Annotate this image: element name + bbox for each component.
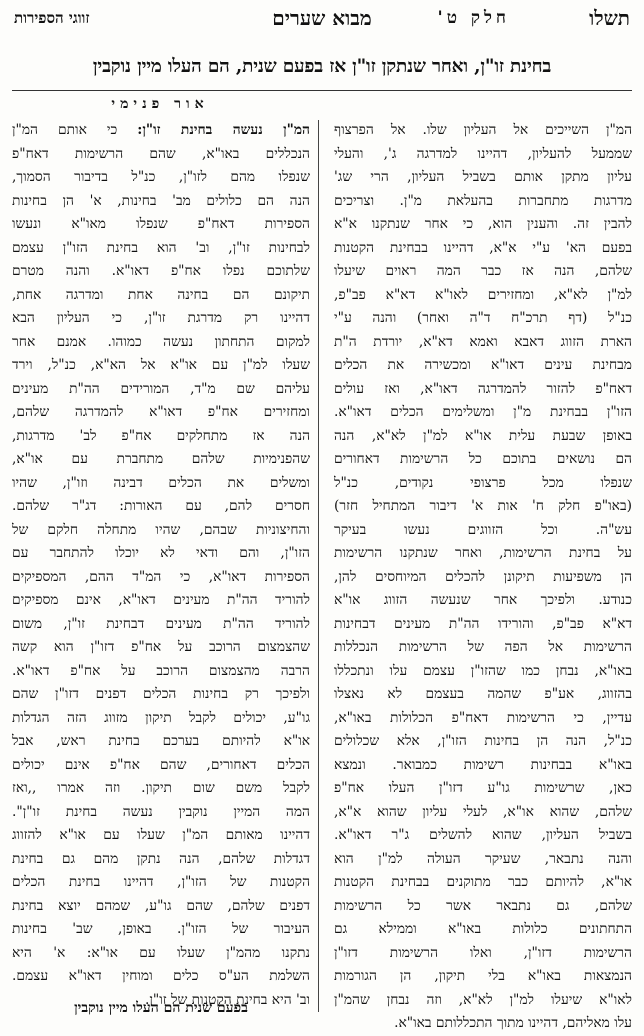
section-title: זווגי הספירות — [14, 9, 90, 27]
text-line: לאו"א שיעלו למ"ן לא"א, וזה נבחן שהמ"ן — [334, 991, 632, 1008]
text-line: הרשימות דזו"ן, ואלו הרשימות דזו"ן — [334, 944, 632, 961]
text-line: באו"א, נבחן כמו שהזו"ן עצמם עלו ונתכללו — [334, 662, 632, 679]
text-line: שלהם, גם נתבאר אשר כל הרשימות — [334, 897, 632, 914]
text-line: או"א, להיותם כבר מתוקנים בבחינת הקטנות — [334, 874, 632, 890]
text-line: שממעל להעליון, דהיינו למדרגה ג', והעלי — [334, 145, 632, 162]
main-heading: בחינת זו"ן, ואחר שנתקן זו"ן אז בפעם שנית, הם העלו מיין נוקבין — [92, 56, 552, 77]
text-line: בהזווג, אע"פ שהמה בעצמם לא נאצלו — [334, 686, 632, 702]
text-line: העיבור של הזו"ן. באופן, שב' בחינות — [12, 921, 310, 937]
column-subtitle: אור פנימי — [111, 96, 209, 112]
next-section-heading: בפעם שנית הם העלו מיין נוקבין — [74, 1000, 248, 1016]
text-line: עש"ה. וכל הזווגים נעשו בעיקר — [334, 521, 632, 538]
text-line: להבין זה. והענין הוא, כי אחר שנתקנו א"א — [334, 216, 632, 232]
text-line: שעלו למ"ן עם או"א אל הא"א, כנ"ל, וירד — [12, 357, 310, 373]
text-line: שנפלו מכל פרצופי נקודים, כנ"ל — [334, 474, 632, 491]
text-line: דפנים שלהם, שהם גו"ע, שמהם יוצא בחינת — [12, 897, 310, 914]
running-header — [14, 6, 630, 30]
text-line: ומשלים את הכלים דבינה וזו"ן, שהיו — [12, 474, 310, 491]
text-line: הנכללים באו"א, שהם הרשימות דאח"פ — [12, 145, 310, 162]
text-line: לקבל משם שום תיקון. וזה אמרו ,,ואז — [12, 780, 310, 796]
text-line: הן משפיעות תיקונן להכלים המיוחסים להן, — [334, 568, 632, 585]
text-line: המ"ן נעשה בחינת זו"ן: כי אותם המ"ן — [12, 122, 310, 138]
text-line: מבחינת עינים דאו"א ומכשירה את הכלים — [334, 357, 632, 373]
text-line: תיקונם הם בחינה אחת ומדרגה אחת, — [12, 286, 310, 303]
text-line: הנמצאות באו"א בלי תיקון, הן הגורמות — [334, 968, 632, 984]
text-line: למ"ן לא"א, ומחזירים לאו"א דא"א פב"פ, — [334, 286, 632, 303]
text-line: הספירות דאו"א, כי המ"ד ההם, המספיקים — [12, 568, 310, 585]
text-line: דאח"פ להזור להמדרגה דאו"א, ואז עולים — [334, 380, 632, 397]
text-line: עדיין, כי הרשימות דאח"פ הכלולות באו"א, — [334, 709, 632, 726]
text-line: להוריד הה"ת מעינים דאו"א, אינם מספיקים — [12, 592, 310, 608]
text-line: (באו"פ חלק ח' אות א' דיבור המתחיל חזר) — [334, 498, 632, 514]
text-line: השלמת הע"ס כלים ומוחין דאו"א עצמם. — [12, 968, 310, 984]
page-number: תשלו — [589, 6, 630, 30]
text-line: הרבה מהצמצום הרוכב על אח"פ דאו"א. — [12, 662, 310, 679]
text-line: הספירות דאח"פ שנפלו מאו"א ונעשו — [12, 216, 310, 232]
text-line: עלו מאליהם, דהיינו מתוך התכללותם באו"א. — [394, 1015, 632, 1031]
text-line: עליהם שם מ"ד, המורידים הה"ת מעינים — [12, 380, 310, 397]
text-line: דהיינו רק מדרגת זו"ן, כי העליון הבא — [12, 310, 310, 326]
text-line: הרשימות אל הפה של הרשימות הנכללות — [334, 639, 632, 655]
text-line: ומחזירים אח"פ דאו"א להמדרגה שלהם, — [12, 404, 310, 420]
text-line: לבחינות זו"ן, וב' הוא בחינת הזו"ן עצמם — [12, 239, 310, 256]
book-title: מבוא שערים — [272, 6, 372, 30]
text-line: דגדלות שלהם, הנה נתקן מהם גם בחינת — [12, 850, 310, 867]
part-label: חלק ט' — [437, 8, 510, 28]
text-line: כנודע. ולפיכך אחר שנעשה הזווג או"א — [334, 592, 632, 608]
text-line: ולפיכך רק בחינות הכלים דפנים דזו"ן שהם — [12, 686, 310, 702]
text-line: הזו"ן בבחינת מ"ן ומשלימים הכלים דאו"א. — [334, 404, 632, 420]
text-line: שלהם, הנה אז כבר המה ראוים שיעלו — [334, 263, 632, 279]
text-line: עליון מתקן אותם בשביל העליון, הרי שג' — [334, 169, 632, 185]
text-line: בפעם הא' ע"י א"א, דהיינו בבחינת הקטנות — [334, 239, 632, 256]
text-line: שהפנימיות שלהם מתחברת עם או"א, — [12, 451, 310, 467]
text-line: והנה נתבאר, שעיקר העולה למ"ן הוא — [334, 850, 632, 867]
heading-rule — [12, 90, 632, 91]
text-line: להוריד הה"ת מעינים דבחינת זו"ן, משום — [12, 615, 310, 632]
text-line: באופן שבעת עלית או"א למ"ן לא"א, הנה — [334, 427, 632, 444]
text-line: וב' היא בחינת הקטנות של זו"ן. — [145, 991, 310, 1008]
text-line: דהיינו מאותם המ"ן שעלו עם או"א להזווג — [12, 827, 310, 843]
column-divider — [318, 120, 319, 1012]
text-line: הנה הם כלולים מב' בחינות, א' הן בחינות — [12, 192, 310, 209]
text-line: כאן, שרשימות גו"ע דזו"ן העלו אח"פ — [334, 780, 632, 796]
text-line: המ"ן השייכים אל העליון שלו. אל הפרצוף — [334, 122, 632, 138]
text-line: שלתוכם נפלו אח"פ דאו"א. והנה מטרם — [12, 263, 310, 279]
text-line: הכלים דאחורים, שהם אח"פ אינם יכולים — [12, 756, 310, 773]
text-line: כנ"ל, הנה הן בחינות הזו"ן, אלא שכלולים — [334, 733, 632, 749]
text-line: דא"א פב"פ, והורידו הה"ת מעינים דבחינות — [334, 615, 632, 632]
text-line: גו"ע, יכולים לקבל תיקון מזווג הזה הגדלות — [12, 709, 310, 726]
text-line: הקטנות של הזו"ן, דהיינו בחינת הכלים — [12, 874, 310, 890]
text-line: שהצמצום הרוכב על אח"פ דזו"ן הוא קשה — [12, 639, 310, 655]
text-line: הזו"ן, והם ודאי לא יוכלו להתחבר עם — [12, 545, 310, 561]
text-line: למקום התחתון נעשה כמוהו. אמנם אחר — [12, 333, 310, 350]
text-line: התחתונים כלולות באו"א וממילא גם — [334, 921, 632, 937]
right-column-text — [334, 119, 632, 1036]
text-line: כנ"ל (דף תרכ"ח ד"ה ואחר) והנה ע"י — [334, 310, 632, 326]
text-line: או"א להיותם בערכם בחינת ראש, אבל — [12, 733, 310, 749]
text-line: שנפלו מהם לזו"ן, כנ"ל בדיבור הסמוך, — [12, 169, 310, 185]
text-line: הנה אז מתחלקים אח"פ לב' מדרגות, — [12, 427, 310, 444]
text-line: על בחינת הרשימות, ואחר שנתקנו הרשימות — [334, 545, 632, 561]
left-column-text — [12, 119, 310, 1012]
text-line: המה המיין נוקבין נעשה בחינת זו"ן". — [12, 803, 310, 820]
text-line: בשביל העליון, שהוא להשלים ג"ר דאו"א. — [334, 827, 632, 843]
text-line: והחיצוניות שבהם, שהיו מתחלה חלקם של — [12, 521, 310, 538]
text-line: חסרים להם, עם האורות: דג"ר שלהם. — [12, 498, 310, 514]
text-line: מדרגות מתחברות בהעלאת מ"ן. וצריכים — [334, 192, 632, 209]
text-line: נתקנו מהמ"ן שעלו עם או"א: א' היא — [12, 944, 310, 961]
text-line: הם נושאים בתוכם כל הרשימות דאחורים — [334, 451, 632, 467]
text-line: שלהם, שהוא או"א, לעלי עליון שהוא א"א, — [334, 803, 632, 820]
lead-phrase: המ"ן נעשה בחינת זו"ן: — [137, 122, 310, 138]
text-line: הארת הזווג דאבא ואמא דא"א, יורדת ה"ת — [334, 333, 632, 350]
text-line: באו"א בבחינות רשימות כמבואר. ונמצא — [334, 756, 632, 773]
